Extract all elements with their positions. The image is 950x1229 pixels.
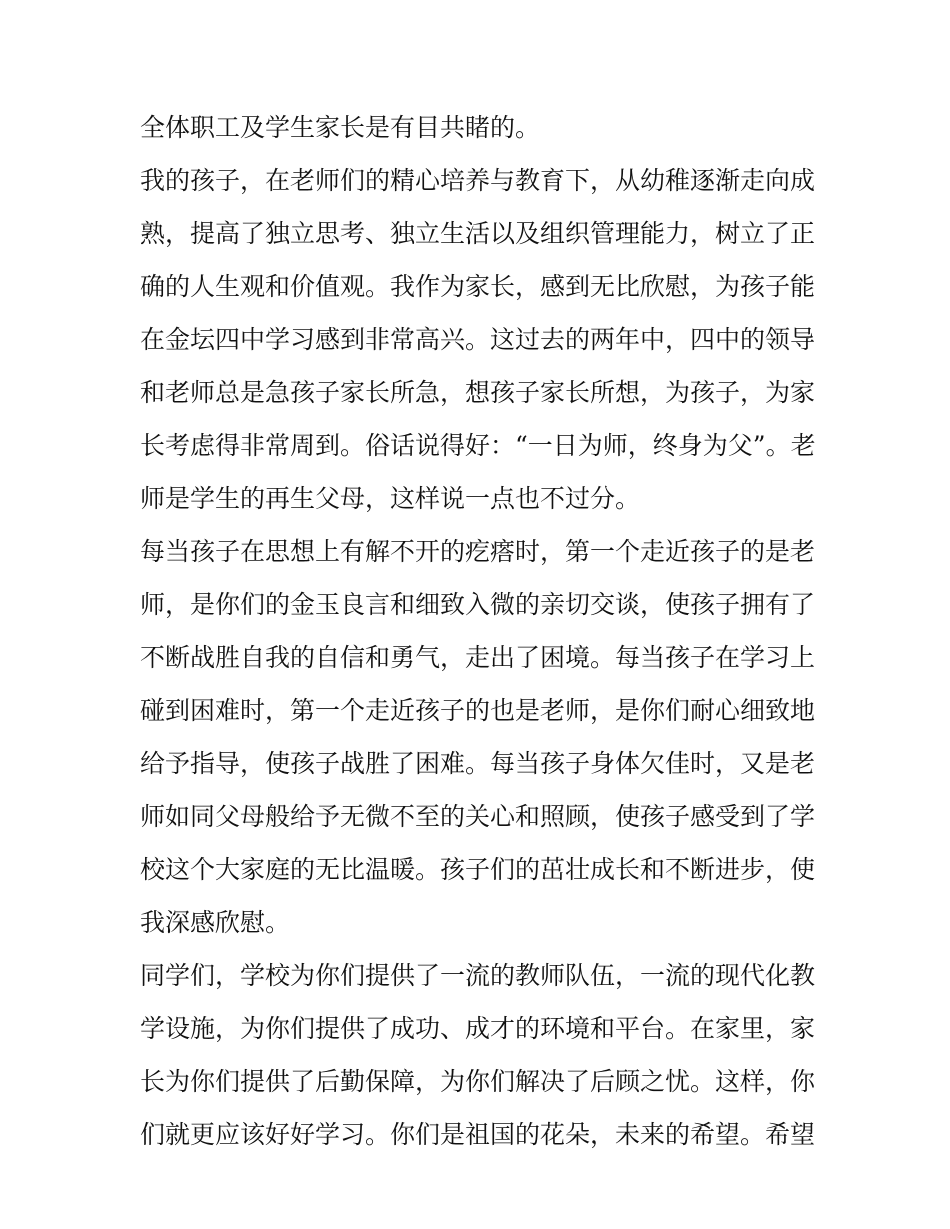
text-line: 全体职工及学生家长是有目共睹的。 [140,113,541,142]
text-line: 确的人生观和价值观。我作为家长，感到无比欣慰，为孩子能 [140,272,816,301]
text-line: 学设施，为你们提供了成功、成才的环境和平台。在家里，家 [140,1014,816,1043]
text-line: 每当孩子在思想上有解不开的疙瘩时，第一个走近孩子的是老 [140,537,816,566]
text-line: 长为你们提供了后勤保障，为你们解决了后顾之忧。这样，你 [140,1067,816,1096]
text-line: 师是学生的再生父母，这样说一点也不过分。 [140,484,641,513]
text-line: 长考虑得非常周到。俗话说得好：“一日为师，终身为父”。老 [140,431,816,460]
text-line: 不断战胜自我的自信和勇气，走出了困境。每当孩子在学习上 [140,643,816,672]
text-line: 同学们，学校为你们提供了一流的教师队伍，一流的现代化教 [140,961,816,990]
text-line: 我深感欣慰。 [140,908,291,937]
text-line: 给予指导，使孩子战胜了困难。每当孩子身体欠佳时，又是老 [140,749,816,778]
text-line: 师，是你们的金玉良言和细致入微的亲切交谈，使孩子拥有了 [140,590,816,619]
text-line: 碰到困难时，第一个走近孩子的也是老师，是你们耐心细致地 [140,696,816,725]
text-line: 和老师总是急孩子家长所急，想孩子家长所想，为孩子，为家 [140,378,816,407]
text-line: 我的孩子，在老师们的精心培养与教育下，从幼稚逐渐走向成 [140,166,816,195]
text-line: 校这个大家庭的无比温暖。孩子们的茁壮成长和不断进步，使 [140,855,816,884]
text-line: 在金坛四中学习感到非常高兴。这过去的两年中，四中的领导 [140,325,816,354]
text-line: 师如同父母般给予无微不至的关心和照顾，使孩子感受到了学 [140,802,816,831]
text-line: 熟，提高了独立思考、独立生活以及组织管理能力，树立了正 [140,219,816,248]
text-line: 们就更应该好好学习。你们是祖国的花朵，未来的希望。希望 [140,1120,816,1149]
